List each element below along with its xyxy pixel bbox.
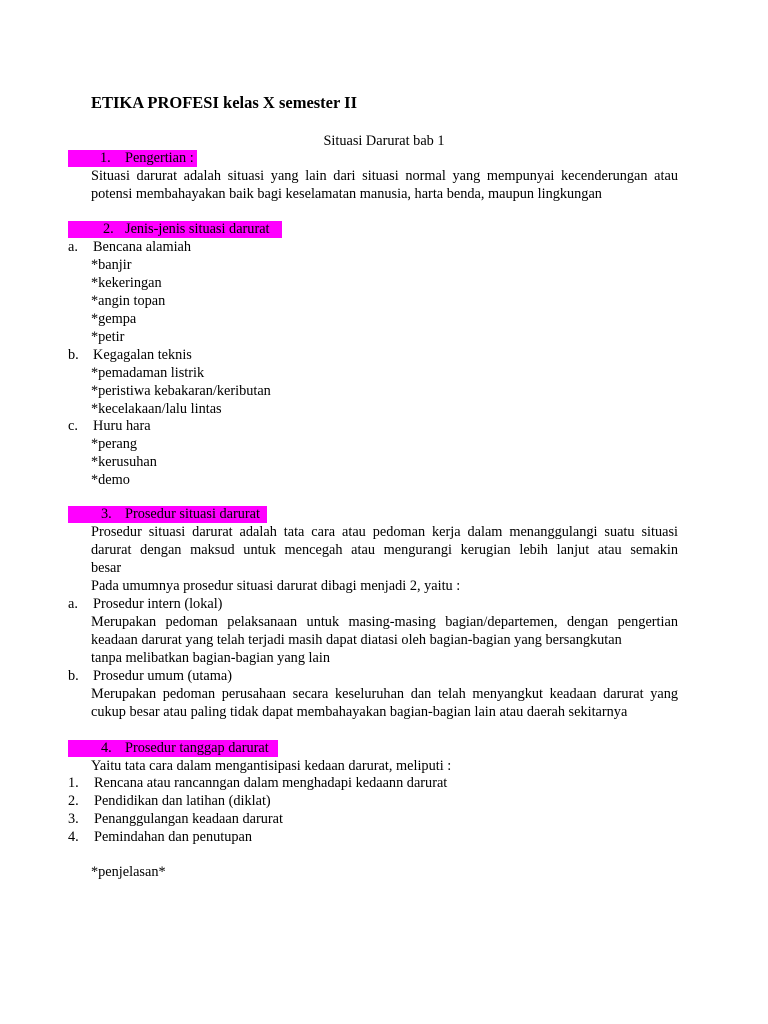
- section-4-text-line: Yaitu tata cara dalam mengantisipasi kedaan darurat, meliputi :: [91, 758, 452, 774]
- section-4-number: 4.: [101, 740, 112, 756]
- list-subitem: *kerusuhan: [91, 454, 157, 470]
- list-subitem: *kekeringan: [91, 275, 162, 291]
- list-marker: a.: [68, 239, 78, 255]
- list-marker: a.: [68, 596, 78, 612]
- document-title: ETIKA PROFESI kelas X semester II: [91, 93, 357, 112]
- list-item-label: Bencana alamiah: [93, 239, 192, 255]
- list-item-label: Huru hara: [93, 418, 151, 434]
- list-marker: 1.: [68, 775, 79, 791]
- section-3-text-line: cukup besar atau paling tidak dapat membahayakan bagian-bagian lain atau daerah sekitarnya: [91, 704, 628, 720]
- list-item-label: Pendidikan dan latihan (diklat): [94, 793, 271, 809]
- list-subitem: *peristiwa kebakaran/keributan: [91, 383, 271, 399]
- list-marker: b.: [68, 668, 79, 684]
- section-3-text-line: darurat dengan maksud untuk mencegah atau mengurangi kerugian lebih lanjut atau semakin: [91, 542, 678, 558]
- list-marker: b.: [68, 347, 79, 363]
- list-item-label: Kegagalan teknis: [93, 347, 192, 363]
- list-item-label: Rencana atau rancanngan dalam menghadapi kedaann darurat: [94, 775, 448, 791]
- section-4-footer: *penjelasan*: [91, 864, 166, 880]
- section-1-text-line: Situasi darurat adalah situasi yang lain dari situasi normal yang mempunyai kecenderungan atau: [91, 168, 678, 184]
- section-1-heading: Pengertian :: [125, 150, 194, 166]
- section-3-heading: Prosedur situasi darurat: [125, 506, 260, 522]
- list-marker: c.: [68, 418, 78, 434]
- section-3-text-line: Merupakan pedoman perusahaan secara keseluruhan dan telah menyangkut keadaan darurat yang: [91, 686, 678, 702]
- section-4-heading: Prosedur tanggap darurat: [125, 740, 269, 756]
- section-2-number: 2.: [103, 221, 114, 237]
- list-item-label: Prosedur intern (lokal): [93, 596, 223, 612]
- list-subitem: *kecelakaan/lalu lintas: [91, 401, 222, 417]
- section-3-text-line: tanpa melibatkan bagian-bagian yang lain: [91, 650, 330, 666]
- list-marker: 2.: [68, 793, 79, 809]
- section-2-heading: Jenis-jenis situasi darurat: [125, 221, 270, 237]
- section-3-text-line: keadaan darurat yang telah terjadi masih dapat diatasi oleh bagian-bagian yang bersangkutan: [91, 632, 622, 648]
- list-marker: 4.: [68, 829, 79, 845]
- list-item-label: Pemindahan dan penutupan: [94, 829, 253, 845]
- section-1-number: 1.: [100, 150, 111, 166]
- list-subitem: *pemadaman listrik: [91, 365, 205, 381]
- section-3-text-line: Merupakan pedoman pelaksanaan untuk masing-masing bagian/departemen, dengan pengertian: [91, 614, 678, 630]
- list-marker: 3.: [68, 811, 79, 827]
- section-3-text-line: Prosedur situasi darurat adalah tata cara atau pedoman kerja dalam menanggulangi suatu situasi: [91, 524, 678, 540]
- list-subitem: *perang: [91, 436, 138, 452]
- list-subitem: *gempa: [91, 311, 137, 327]
- list-item-label: Penanggulangan keadaan darurat: [94, 811, 283, 827]
- document-subtitle: Situasi Darurat bab 1: [323, 133, 445, 149]
- list-subitem: *angin topan: [91, 293, 166, 309]
- list-subitem: *demo: [91, 472, 130, 488]
- list-subitem: *banjir: [91, 257, 132, 273]
- section-3-number: 3.: [101, 506, 112, 522]
- section-3-text-line: besar: [91, 560, 122, 576]
- list-subitem: *petir: [91, 329, 125, 345]
- section-3-text-line: Pada umumnya prosedur situasi darurat dibagi menjadi 2, yaitu :: [91, 578, 461, 594]
- list-item-label: Prosedur umum (utama): [93, 668, 232, 684]
- section-1-text-line: potensi membahayakan baik bagi keselamatan manusia, harta benda, maupun lingkungan: [91, 186, 602, 202]
